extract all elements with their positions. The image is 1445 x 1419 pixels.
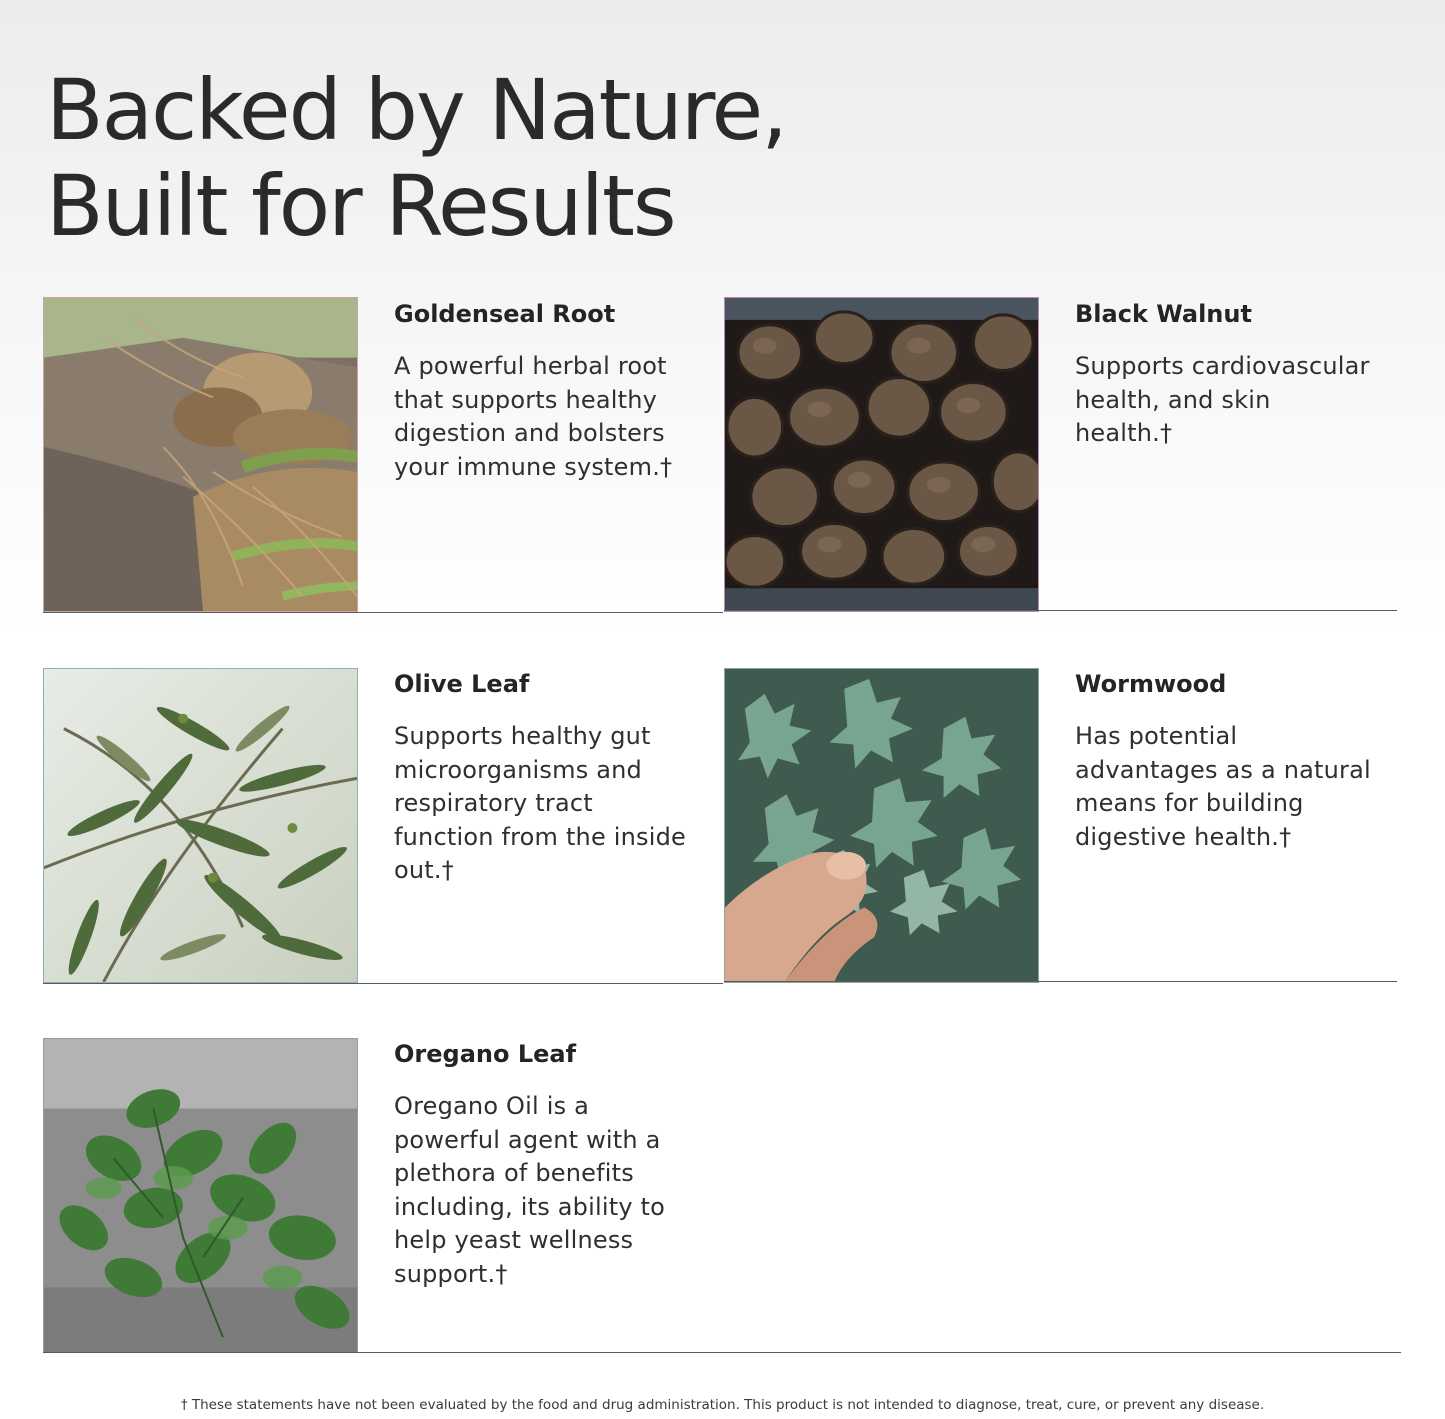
ingredient-name: Wormwood (1075, 670, 1227, 698)
divider-rule (724, 981, 1397, 982)
ingredient-description: Has potential advantages as a natural means for building digestive health.† (1075, 722, 1371, 851)
fda-disclaimer: † These statements have not been evaluated by the food and drug administration. This product is not intended to diagnose, treat, cure, or prevent any disease. (180, 1397, 1265, 1413)
divider-rule (43, 612, 723, 613)
olive-leaf-photo (43, 668, 358, 983)
oregano-leaf-photo (43, 1038, 358, 1353)
ingredient-name: Oregano Leaf (394, 1040, 577, 1068)
divider-rule (43, 983, 723, 984)
black-walnut-photo (724, 297, 1039, 612)
ingredient-name: Olive Leaf (394, 670, 530, 698)
headline-line-2: Built for Results (46, 157, 675, 255)
divider-rule (724, 610, 1397, 611)
divider-rule (43, 1352, 1401, 1353)
ingredient-name: Goldenseal Root (394, 300, 616, 328)
ingredient-description: A powerful herbal root that supports healthy digestion and bolsters your immune system.† (394, 352, 673, 481)
wormwood-photo (724, 668, 1039, 983)
ingredient-description: Supports cardiovascular health, and skin health.† (1075, 352, 1370, 447)
page-headline (46, 62, 786, 254)
goldenseal-root-photo (43, 297, 358, 612)
headline-line-1: Backed by Nature, (46, 61, 786, 159)
ingredient-description: Oregano Oil is a powerful agent with a plethora of benefits including, its ability to help yeast wellness support.† (394, 1092, 666, 1288)
ingredient-name: Black Walnut (1075, 300, 1252, 328)
ingredient-description: Supports healthy gut microorganisms and respiratory tract function from the inside out.† (394, 722, 687, 884)
